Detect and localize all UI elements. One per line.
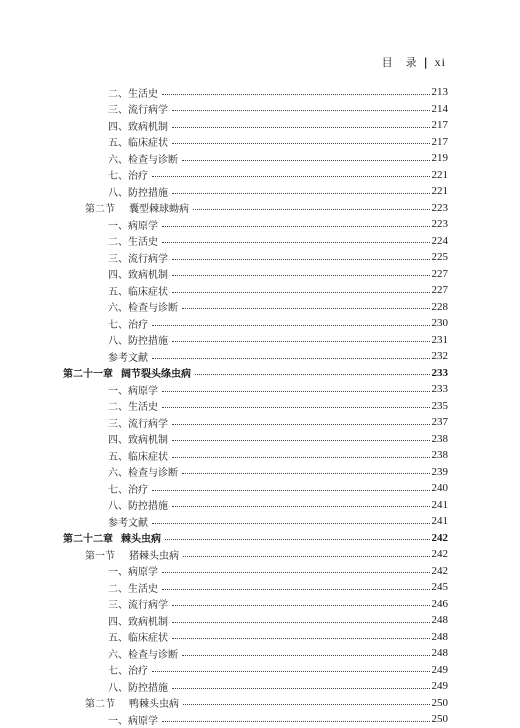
toc-entry-text: 八、防控措施 <box>108 501 168 513</box>
toc-entry-text: 六、检查与诊断 <box>108 303 178 315</box>
dot-leader <box>195 374 430 375</box>
toc-item-row[interactable] <box>63 84 448 101</box>
toc-entry-title <box>108 415 170 430</box>
dot-leader <box>162 721 430 722</box>
toc-entry-title <box>108 662 150 677</box>
toc-item-row[interactable] <box>63 266 448 283</box>
toc-section-row[interactable] <box>63 695 448 712</box>
toc-item-row[interactable] <box>63 233 448 250</box>
toc-item-row[interactable] <box>63 596 448 613</box>
dot-leader <box>152 176 430 177</box>
toc-page-number: 248 <box>431 614 448 627</box>
toc-entry-number: 第二十二章 <box>63 534 113 546</box>
toc-section-row[interactable] <box>63 546 448 563</box>
toc-item-row[interactable] <box>63 134 448 151</box>
toc-entry-title <box>108 332 170 347</box>
toc-item-row[interactable] <box>63 332 448 349</box>
dot-leader <box>172 193 430 194</box>
toc-item-row[interactable] <box>63 183 448 200</box>
toc-entry-text: 二、生活史 <box>108 583 158 595</box>
toc-page-number: 241 <box>431 498 448 511</box>
toc-entry-text: 七、治疗 <box>108 171 148 183</box>
toc-entry-text: 猪棘头虫病 <box>129 550 179 562</box>
toc-page-number: 219 <box>431 152 448 165</box>
toc-entry-text: 五、临床症状 <box>108 286 168 298</box>
toc-page-number: 221 <box>431 168 448 181</box>
toc-entry-title <box>108 184 170 199</box>
dot-leader <box>162 589 430 590</box>
toc-entry-text: 参考文献 <box>108 352 148 364</box>
toc-entry-number: 第一节 <box>85 550 115 562</box>
toc-page-number: 250 <box>431 696 448 709</box>
toc-page-number: 248 <box>431 647 448 660</box>
toc-entry-title <box>108 629 170 644</box>
dot-leader <box>172 622 430 623</box>
toc-entry-title <box>108 613 170 628</box>
toc-entry-text: 棘头虫病 <box>121 534 161 546</box>
dot-leader <box>193 209 430 210</box>
dot-leader <box>172 424 430 425</box>
dot-leader <box>152 325 430 326</box>
dot-leader <box>172 292 430 293</box>
dot-leader <box>152 523 430 524</box>
toc-page-number: 232 <box>431 350 448 363</box>
dot-leader <box>182 473 430 474</box>
toc-entry-text: 鸭棘头虫病 <box>129 699 179 711</box>
toc-page-number: 223 <box>431 201 448 214</box>
dot-leader <box>172 440 430 441</box>
dot-leader <box>152 490 430 491</box>
dot-leader <box>172 605 430 606</box>
toc-entry-text: 一、病原学 <box>108 220 158 232</box>
toc-entry-title <box>108 217 160 232</box>
toc-entry-title <box>108 481 150 496</box>
dot-leader <box>172 688 430 689</box>
toc-page-number: 217 <box>431 135 448 148</box>
dot-leader <box>165 539 430 540</box>
dot-leader <box>172 143 430 144</box>
toc-item-row[interactable] <box>63 431 448 448</box>
toc-entry-text: 七、治疗 <box>108 484 148 496</box>
toc-entry-text: 五、临床症状 <box>108 138 168 150</box>
header-separator: | <box>423 55 429 69</box>
dot-leader <box>172 275 430 276</box>
toc-page-number: 233 <box>431 366 448 379</box>
toc-page-number: 235 <box>431 399 448 412</box>
toc-page-number: 227 <box>431 284 448 297</box>
dot-leader <box>182 655 430 656</box>
toc-item-row[interactable] <box>63 678 448 695</box>
toc-item-row[interactable] <box>63 101 448 118</box>
dot-leader <box>183 704 430 705</box>
toc-page-number: 213 <box>431 86 448 99</box>
toc-item-row[interactable] <box>63 447 448 464</box>
toc-entry-text: 八、防控措施 <box>108 682 168 694</box>
toc-entry-title <box>108 134 170 149</box>
toc-item-row[interactable] <box>63 299 448 316</box>
toc-entry-text: 八、防控措施 <box>108 187 168 199</box>
dot-leader <box>162 572 430 573</box>
toc-entry-title <box>85 547 181 562</box>
toc-item-row[interactable] <box>63 381 448 398</box>
toc-page-number: 237 <box>431 416 448 429</box>
toc-item-row[interactable] <box>63 497 448 514</box>
dot-leader <box>152 358 430 359</box>
toc-item-row[interactable] <box>63 662 448 679</box>
toc-entry-title <box>108 299 180 314</box>
toc-section-row[interactable] <box>63 200 448 217</box>
toc-entry-text: 四、致病机制 <box>108 435 168 447</box>
dot-leader <box>172 341 430 342</box>
toc-entry-text: 七、治疗 <box>108 666 148 678</box>
toc-entry-title <box>108 448 170 463</box>
toc-item-row[interactable] <box>63 117 448 134</box>
toc-entry-title <box>108 266 170 281</box>
toc-entry-text: 六、检查与诊断 <box>108 468 178 480</box>
toc-page-number: 241 <box>431 515 448 528</box>
toc-page-number: 224 <box>431 234 448 247</box>
toc-page-number: 238 <box>431 432 448 445</box>
toc-page-number: 250 <box>431 713 448 726</box>
toc-entry-title <box>108 679 170 694</box>
dot-leader <box>162 407 430 408</box>
toc-entry-title <box>108 167 150 182</box>
toc-entry-title <box>108 250 170 265</box>
toc-page-number: 214 <box>431 102 448 115</box>
dot-leader <box>162 94 430 95</box>
toc-entry-text: 参考文献 <box>108 517 148 529</box>
toc-item-row[interactable] <box>63 612 448 629</box>
toc-page-number: 245 <box>431 581 448 594</box>
toc-entry-title <box>108 118 170 133</box>
toc-item-row[interactable] <box>63 315 448 332</box>
toc-entry-title <box>108 596 170 611</box>
toc-entry-text: 阔节裂头绦虫病 <box>121 369 191 381</box>
toc-references-row[interactable] <box>63 348 448 365</box>
toc-entry-text: 一、病原学 <box>108 385 158 397</box>
toc-entry-text: 四、致病机制 <box>108 616 168 628</box>
toc-entry-title <box>108 101 170 116</box>
dot-leader <box>162 391 430 392</box>
toc-entry-text: 二、生活史 <box>108 237 158 249</box>
dot-leader <box>182 160 430 161</box>
toc-entry-title <box>108 563 160 578</box>
toc-item-row[interactable] <box>63 398 448 415</box>
dot-leader <box>172 259 430 260</box>
toc-entry-title <box>108 431 170 446</box>
toc-item-row[interactable] <box>63 711 448 728</box>
toc-entry-title <box>85 695 181 710</box>
toc-entry-title <box>108 580 160 595</box>
toc-item-row[interactable] <box>63 563 448 580</box>
toc-entry-text: 五、临床症状 <box>108 451 168 463</box>
toc-entry-title <box>108 382 160 397</box>
toc-page-number: 217 <box>431 119 448 132</box>
toc-entry-title <box>108 233 160 248</box>
toc-item-row[interactable] <box>63 480 448 497</box>
toc-page-number: 242 <box>431 564 448 577</box>
toc-entry-number: 第二节 <box>85 204 115 216</box>
dot-leader <box>183 556 430 557</box>
toc-entry-text: 囊型棘球蚴病 <box>129 204 189 216</box>
toc-entry-title <box>108 464 180 479</box>
toc-entry-title <box>63 530 163 545</box>
toc-page-number: 239 <box>431 465 448 478</box>
toc-item-row[interactable] <box>63 249 448 266</box>
toc-entry-text: 三、流行病学 <box>108 418 168 430</box>
toc-entry-text: 一、病原学 <box>108 715 158 727</box>
dot-leader <box>182 308 430 309</box>
toc-page-number: 249 <box>431 680 448 693</box>
toc-chapter-row[interactable] <box>63 530 448 547</box>
dot-leader <box>172 457 430 458</box>
toc-entry-title <box>108 514 150 529</box>
toc-entry-number: 第二节 <box>85 699 115 711</box>
toc-entry-text: 六、检查与诊断 <box>108 154 178 166</box>
toc-references-row[interactable] <box>63 513 448 530</box>
running-header <box>382 54 446 70</box>
toc-entry-title <box>108 349 150 364</box>
toc-entry-title <box>108 151 180 166</box>
toc-item-row[interactable] <box>63 464 448 481</box>
toc-page-number: 231 <box>431 333 448 346</box>
toc-entry-title <box>108 712 160 727</box>
toc-entry-text: 五、临床症状 <box>108 633 168 645</box>
toc-entry-title <box>108 316 150 331</box>
toc-page-number: 233 <box>431 383 448 396</box>
toc-chapter-row[interactable] <box>63 365 448 382</box>
toc-entry-text: 四、致病机制 <box>108 121 168 133</box>
toc-item-row[interactable] <box>63 167 448 184</box>
toc-item-row[interactable] <box>63 150 448 167</box>
toc-page-number: 230 <box>431 317 448 330</box>
dot-leader <box>162 242 430 243</box>
toc-page-number: 227 <box>431 267 448 280</box>
toc-entry-text: 七、治疗 <box>108 319 148 331</box>
dot-leader <box>172 127 430 128</box>
toc-page-number: 248 <box>431 630 448 643</box>
toc-item-row[interactable] <box>63 629 448 646</box>
toc-entry-text: 六、检查与诊断 <box>108 649 178 661</box>
toc-entry-text: 三、流行病学 <box>108 253 168 265</box>
toc-entry-title <box>108 85 160 100</box>
toc-entry-title <box>85 200 191 215</box>
toc-entry-text: 四、致病机制 <box>108 270 168 282</box>
toc-entry-title <box>108 283 170 298</box>
dot-leader <box>172 110 430 111</box>
toc-item-row[interactable] <box>63 282 448 299</box>
toc-entry-title <box>63 365 193 380</box>
toc-page-number: 240 <box>431 482 448 495</box>
toc-entry-text: 三、流行病学 <box>108 600 168 612</box>
toc-entry-title <box>108 398 160 413</box>
toc-page-number: 228 <box>431 300 448 313</box>
toc-entry-text: 二、生活史 <box>108 88 158 100</box>
toc-entry-title <box>108 646 180 661</box>
toc-entry-text: 一、病原学 <box>108 567 158 579</box>
header-page-number: xi <box>434 54 446 69</box>
dot-leader <box>162 226 430 227</box>
toc-page-number: 221 <box>431 185 448 198</box>
toc-page-number: 238 <box>431 449 448 462</box>
toc-item-row[interactable] <box>63 645 448 662</box>
toc-page-number: 242 <box>431 531 448 544</box>
toc-entry-number: 第二十一章 <box>63 369 113 381</box>
toc-entry-text: 三、流行病学 <box>108 105 168 117</box>
toc-entry-text: 二、生活史 <box>108 402 158 414</box>
toc-page-number: 249 <box>431 663 448 676</box>
toc-page-number: 246 <box>431 597 448 610</box>
toc-entry-title <box>108 497 170 512</box>
toc-item-row[interactable] <box>63 216 448 233</box>
dot-leader <box>172 638 430 639</box>
toc-item-row[interactable] <box>63 414 448 431</box>
toc-entry-text: 八、防控措施 <box>108 336 168 348</box>
toc-item-row[interactable] <box>63 579 448 596</box>
toc-page-number: 223 <box>431 218 448 231</box>
header-title: 目 录 <box>381 56 418 69</box>
toc-page-number: 242 <box>431 548 448 561</box>
table-of-contents <box>63 84 448 728</box>
toc-page-number: 225 <box>431 251 448 264</box>
dot-leader <box>172 506 430 507</box>
dot-leader <box>152 671 430 672</box>
